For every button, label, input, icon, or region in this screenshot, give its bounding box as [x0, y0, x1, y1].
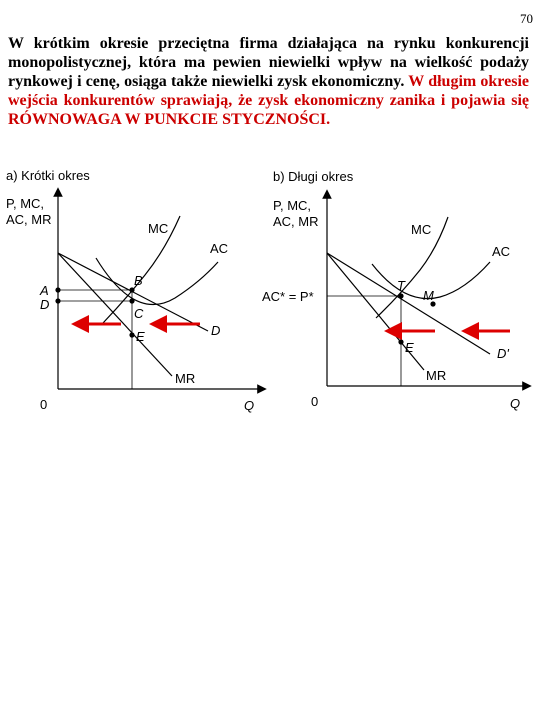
economics-figure — [0, 160, 540, 420]
graph-b-point-t — [398, 293, 403, 298]
graph-b-origin: 0 — [311, 394, 319, 409]
graph-b-d-label: D' — [497, 346, 509, 361]
graph-b-title: b) Długi okres — [273, 169, 354, 184]
graph-b-e-label: E — [405, 340, 414, 355]
graph-a-point-e — [129, 332, 134, 337]
graph-b-price-label: AC* = P* — [262, 289, 314, 304]
graph-a-origin: 0 — [40, 397, 48, 412]
page-number: 70 — [520, 11, 533, 26]
graph-a-c-label: C — [134, 306, 144, 321]
graph-a-x-label: Q — [244, 398, 255, 413]
paragraph-text: W krótkim okresie przeciętna firma działająca na rynku konkurencji monopolistycznej, która ma pewien niewielki wpływ na wielkość podaży rynkowej i cenę, osiąga także niewielki zysk ekonomiczny. — [8, 35, 529, 90]
graph-a-point-d-axis — [55, 298, 60, 303]
graph-b-mr-label: MR — [426, 368, 447, 383]
paragraph-highlight: W długim okresie wejścia konkurentów sprawiają, że zysk ekonomiczny zanika i pojawia się RÓWNOWAGA W PUNKCIE STYCZNOŚCI. — [8, 73, 529, 128]
graph-b-m-label: M — [423, 288, 434, 303]
graph-a-b-label: B — [134, 273, 143, 288]
graph-a-d-label: D — [211, 323, 221, 338]
body-paragraph — [8, 34, 529, 129]
graph-b-mc-label: MC — [411, 222, 432, 237]
graph-a-mr-label: MR — [175, 371, 196, 386]
graph-b-t-label: T — [397, 278, 405, 293]
graph-b-ac-label: AC — [492, 244, 511, 259]
graph-b-x-label: Q — [510, 396, 521, 411]
graph-short-run — [6, 168, 262, 413]
graph-b-demand-curve — [327, 253, 490, 354]
graph-a-y-label-1: P, MC, — [6, 196, 45, 211]
graph-long-run — [262, 169, 527, 411]
graph-a-point-a-axis — [55, 287, 60, 292]
graph-a-price-d-label: D — [40, 297, 50, 312]
graph-a-ac-curve — [96, 258, 218, 305]
graph-b-y-label-2: AC, MR — [273, 214, 319, 229]
graph-a-point-b — [129, 287, 134, 292]
graph-a-y-label-2: AC, MR — [6, 212, 52, 227]
graph-a-price-a-label: A — [40, 283, 49, 298]
graph-b-point-e — [398, 339, 403, 344]
graph-a-mc-label: MC — [148, 221, 169, 236]
graph-a-e-label: E — [136, 329, 145, 344]
graph-a-ac-label: AC — [210, 241, 229, 256]
graph-a-mr-curve — [58, 253, 172, 376]
graph-a-title: a) Krótki okres — [6, 168, 90, 183]
graph-a-point-c — [129, 298, 134, 303]
graph-b-y-label-1: P, MC, — [273, 198, 312, 213]
